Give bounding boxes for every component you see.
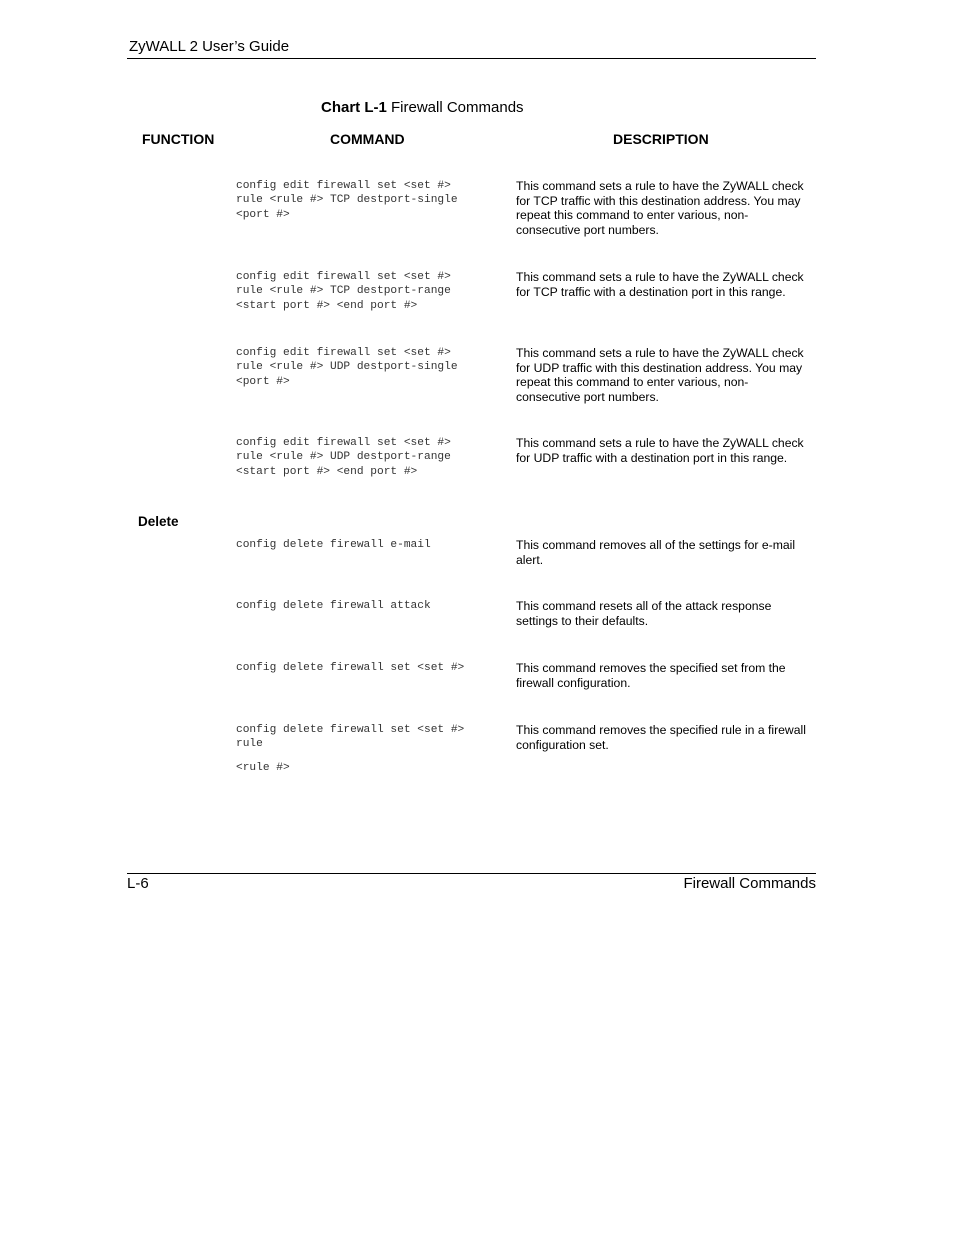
running-header-title: ZyWALL 2 User’s Guide <box>129 38 290 55</box>
chart-caption-text: Firewall Commands <box>386 99 524 116</box>
command-text: config edit firewall set <set #> rule <rule #> TCP destport-range <start port #> <end port #> <box>236 271 451 312</box>
footer-page-number: L-6 <box>127 875 149 892</box>
function-label-delete: Delete <box>138 514 179 529</box>
description-text: This command sets a rule to have the ZyWALL check for TCP traffic with this destination address. You may repeat this command to enter various, non-consecutive port numbers. <box>516 179 804 237</box>
column-header-description: DESCRIPTION <box>613 131 709 147</box>
header-rule <box>127 58 816 59</box>
command-text: config delete firewall e-mail <box>236 539 431 551</box>
command-text: config delete firewall set <set #> <box>236 662 465 674</box>
command-text: config delete firewall attack <box>236 600 431 612</box>
chart-caption-label: Chart L-1 <box>321 99 387 116</box>
description-text: This command removes all of the settings for e-mail alert. <box>516 538 796 567</box>
description-text: This command sets a rule to have the ZyWALL check for UDP traffic with a destination port in this range. <box>516 436 804 465</box>
command-text-continued: <rule #> <box>236 762 290 774</box>
command-text: config edit firewall set <set #> rule <rule #> TCP destport-single <port #> <box>236 180 458 221</box>
description-text: This command resets all of the attack response settings to their defaults. <box>516 599 772 628</box>
chart-caption <box>321 99 524 116</box>
description-text: This command sets a rule to have the ZyWALL check for UDP traffic with this destination address. You may repeat this command to enter various, non-consecutive port numbers. <box>516 346 804 404</box>
description-text: This command removes the specified set from the firewall configuration. <box>516 661 786 690</box>
column-header-function: FUNCTION <box>142 131 215 147</box>
command-text: config edit firewall set <set #> rule <rule #> UDP destport-single <port #> <box>236 347 458 388</box>
command-text: config delete firewall set <set #> rule <box>236 724 465 751</box>
footer-rule <box>127 873 816 874</box>
description-text: This command sets a rule to have the ZyWALL check for TCP traffic with a destination port in this range. <box>516 270 804 299</box>
footer-section-title: Firewall Commands <box>683 875 816 892</box>
description-text: This command removes the specified rule in a firewall configuration set. <box>516 723 806 752</box>
column-header-command: COMMAND <box>330 131 405 147</box>
command-text: config edit firewall set <set #> rule <rule #> UDP destport-range <start port #> <end port #> <box>236 437 451 478</box>
